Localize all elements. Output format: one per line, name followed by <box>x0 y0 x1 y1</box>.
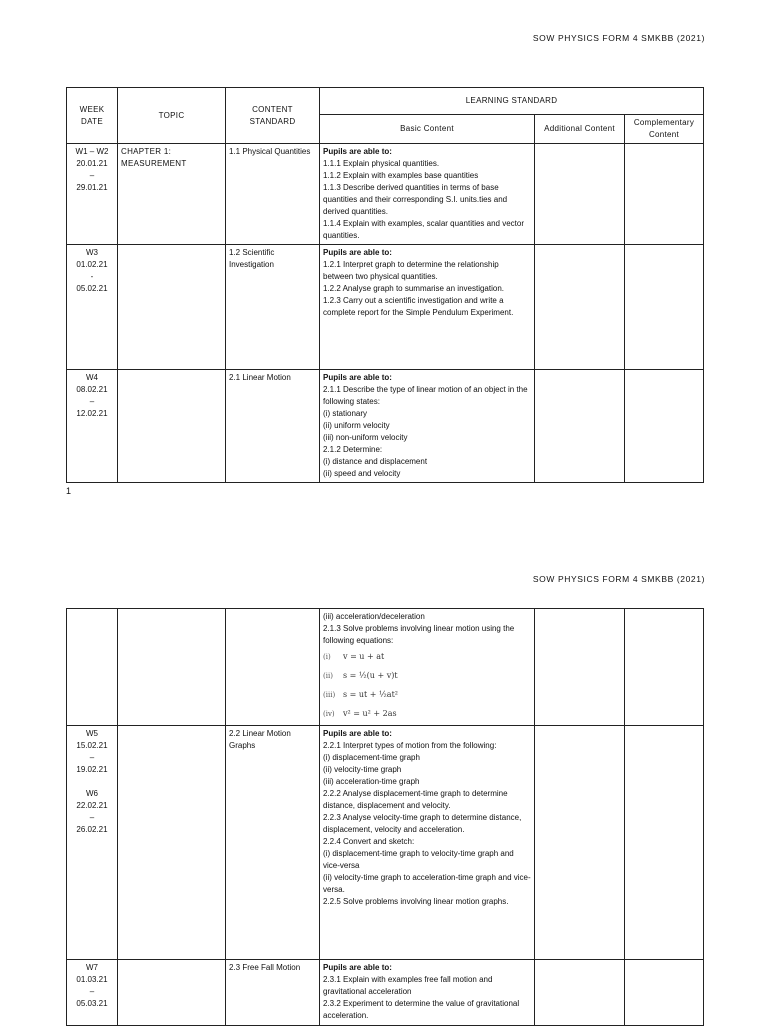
content-standard-cell: 1.2 Scientific Investigation <box>226 245 320 370</box>
topic-cell <box>118 245 226 370</box>
col-complementary-content: Complementary Content <box>625 115 704 144</box>
table-row <box>67 245 704 370</box>
col-topic: TOPIC <box>118 88 226 144</box>
week-cell: W3 01.02.21 - 05.02.21 <box>67 245 118 370</box>
week-cell: W7 01.03.21 – 05.03.21 <box>67 960 118 1026</box>
topic-cell <box>118 726 226 960</box>
col-learning-standard: LEARNING STANDARD <box>320 88 704 115</box>
basic-content-cell: Pupils are able to: 2.2.1 Interpret types of motion from the following: (i) displacement-time graph (ii) velocity-time graph (iii) acceleration-time graph 2.2.2 Analyse displacement-time graph to determine distance, displacement and velocity. 2.2.3 Analyse velocity-time graph to determine distance, displacement, velocity and acceleration. 2.2.4 Convert and sketch: (i) displacement-time graph to velocity-time graph and vice-versa (ii) velocity-time graph to acceleration-time graph and vice-versa. 2.2.5 Solve problems involving linear motion graphs. <box>320 726 535 960</box>
equation: (iv) v² = u² + 2as <box>323 709 397 718</box>
additional-content-cell <box>535 960 625 1026</box>
col-additional-content: Additional Content <box>535 115 625 144</box>
sow-table-page-1 <box>66 87 704 483</box>
basic-content-cell: Pupils are able to: 1.1.1 Explain physical quantities. 1.1.2 Explain with examples base quantities 1.1.3 Describe derived quantities in terms of base quantities and their corresponding S.I. units.ties and derived quantities. 1.1.4 Explain with examples, scalar quantities and vector quantities. <box>320 144 535 245</box>
sow-table-page-2 <box>66 608 704 1026</box>
week-cell <box>67 609 118 726</box>
content-standard-cell <box>226 609 320 726</box>
additional-content-cell <box>535 609 625 726</box>
basic-content-cell: Pupils are able to: 2.1.1 Describe the type of linear motion of an object in the following states: (i) stationary (ii) uniform velocity (iii) non-uniform velocity 2.1.2 Determine: (i) distance and displacement (ii) speed and velocity <box>320 370 535 483</box>
content-standard-cell: 2.1 Linear Motion <box>226 370 320 483</box>
complementary-content-cell <box>625 370 704 483</box>
col-week-date: WEEK DATE <box>67 88 118 144</box>
page-header: SOW PHYSICS FORM 4 SMKBB (2021) <box>532 574 705 584</box>
basic-content-cell: (iii) acceleration/deceleration 2.1.3 Solve problems involving linear motion using the following equations: (i) v = u + at (ii) s = ½(u + v)t (iii) s = ut + ½at² (iv) v² = u² + 2as <box>320 609 535 726</box>
equation: (iii) s = ut + ½at² <box>323 690 398 699</box>
table-row <box>67 960 704 1026</box>
table-row <box>67 609 704 726</box>
content-standard-cell: 1.1 Physical Quantities <box>226 144 320 245</box>
complementary-content-cell <box>625 960 704 1026</box>
content-standard-cell: 2.2 Linear Motion Graphs <box>226 726 320 960</box>
topic-cell <box>118 960 226 1026</box>
content-standard-cell: 2.3 Free Fall Motion <box>226 960 320 1026</box>
topic-cell <box>118 609 226 726</box>
additional-content-cell <box>535 370 625 483</box>
table-row <box>67 370 704 483</box>
equation: (i) v = u + at <box>323 652 385 661</box>
topic-cell: CHAPTER 1: MEASUREMENT <box>118 144 226 245</box>
col-basic-content: Basic Content <box>320 115 535 144</box>
week-cell: W4 08.02.21 – 12.02.21 <box>67 370 118 483</box>
basic-content-cell: Pupils are able to: 1.2.1 Interpret graph to determine the relationship between two physical quantities. 1.2.2 Analyse graph to summarise an investigation. 1.2.3 Carry out a scientific investigation and write a complete report for the Simple Pendulum Experiment. <box>320 245 535 370</box>
topic-cell <box>118 370 226 483</box>
additional-content-cell <box>535 245 625 370</box>
basic-content-cell: Pupils are able to: 2.3.1 Explain with examples free fall motion and gravitational acceleration 2.3.2 Experiment to determine the value of gravitational acceleration. <box>320 960 535 1026</box>
complementary-content-cell <box>625 726 704 960</box>
complementary-content-cell <box>625 609 704 726</box>
equation: (ii) s = ½(u + v)t <box>323 671 398 680</box>
additional-content-cell <box>535 144 625 245</box>
additional-content-cell <box>535 726 625 960</box>
page-number: 1 <box>66 486 72 496</box>
col-content-standard: CONTENT STANDARD <box>226 88 320 144</box>
week-cell: W5 15.02.21 – 19.02.21 W6 22.02.21 – 26.02.21 <box>67 726 118 960</box>
table-row <box>67 726 704 960</box>
table-row <box>67 144 704 245</box>
complementary-content-cell <box>625 245 704 370</box>
complementary-content-cell <box>625 144 704 245</box>
page-header: SOW PHYSICS FORM 4 SMKBB (2021) <box>532 33 705 43</box>
week-cell: W1 – W2 20.01.21 – 29.01.21 <box>67 144 118 245</box>
